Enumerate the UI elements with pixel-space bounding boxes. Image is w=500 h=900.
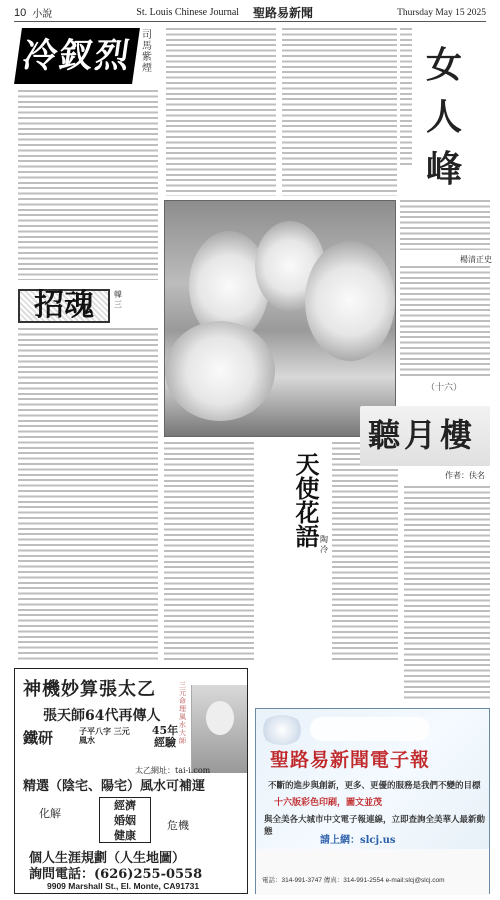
ad-fengshui-line: 精選（陰宅、陽宅）風水可補運 xyxy=(23,779,206,794)
ad-subhead: 張天師64代再傳人 xyxy=(43,708,161,724)
globe-graphic xyxy=(260,715,304,745)
page-header xyxy=(14,4,486,22)
article-3-body-col3 xyxy=(400,266,490,378)
ad-vertical-label: 三元命理風水大師 xyxy=(179,681,186,745)
ad-service-detail: 子平八字 三元風水 xyxy=(79,726,130,745)
article-2-body-col1 xyxy=(18,328,158,662)
master-portrait xyxy=(191,685,247,773)
publication-name: St. Louis Chinese Journal xyxy=(136,7,240,18)
article-4-byline: 作者：伕名 xyxy=(445,471,485,480)
article-3-end-mark: （十六） xyxy=(425,383,462,393)
photo-caption-author: 陶冷 xyxy=(320,535,328,554)
e-newspaper-slogan: 不斷的進步與創新，更多、更優的服務是我們不變的目標 xyxy=(268,781,481,791)
article-4-title-box xyxy=(360,406,490,466)
ad-crisis-economy: 經濟 xyxy=(114,799,136,812)
page-number: 10 xyxy=(14,6,27,19)
e-newspaper-network: 與全美各大城市中文電子報連線，立即查詢全美華人最新動態 xyxy=(264,815,486,837)
ad-resolve-label: 化解 xyxy=(39,807,61,820)
article-1-body-col3 xyxy=(282,28,397,196)
newspaper-name: 聖路易新聞 xyxy=(253,6,314,20)
e-newspaper-feature: 十六版彩色印刷，圖文並茂 xyxy=(274,798,383,808)
article-3-title: 女 人 峰 xyxy=(408,28,480,198)
article-1-title: 冷釵烈女 xyxy=(14,28,140,84)
ad-service-title: 鐵研 xyxy=(23,729,54,747)
article-3-byline: 楊清正史 xyxy=(460,255,492,264)
e-newspaper-contact: 電話：314-991-3747 傳真：314-991-2554 e-mail:slcj@slcj.com xyxy=(262,877,445,884)
ad-crisis-box xyxy=(99,797,151,843)
ad-phone: 詢問電話：(626)255-0558 xyxy=(29,867,203,882)
article-1-byline: 司馬紫煙 xyxy=(142,30,152,74)
ad-crisis-label: 危機 xyxy=(167,819,189,832)
ad-logo-band xyxy=(310,717,430,741)
ad-crisis-health: 健康 xyxy=(114,829,136,842)
e-newspaper-ad xyxy=(255,708,490,894)
photo-calligraphy-caption: 天使花語 xyxy=(291,452,320,548)
article-2-body-col3 xyxy=(332,442,398,662)
e-newspaper-title: 聖路易新聞電子報 xyxy=(270,749,431,771)
ad-address: 9909 Marshall St., El. Monte, CA91731 xyxy=(47,881,200,891)
issue-date: Thursday May 15 2025 xyxy=(397,7,486,18)
article-4-body xyxy=(404,486,490,702)
ad-website: 太乙網址：tai-i.com xyxy=(135,766,211,775)
ad-headline: 神機妙算張太乙 xyxy=(23,679,156,700)
article-4-title: 聽月樓 xyxy=(368,416,477,454)
e-newspaper-footer-band xyxy=(256,849,489,895)
article-3-body-col1 xyxy=(400,28,412,168)
article-2-byline: 韓三 xyxy=(114,290,122,309)
e-newspaper-url[interactable]: 請上網：slcj.us xyxy=(320,835,396,846)
fortune-teller-ad xyxy=(14,668,248,894)
article-3-body-col2 xyxy=(400,200,490,250)
blossom-tree-photo xyxy=(164,200,396,437)
article-2-title: 招魂 xyxy=(18,289,110,323)
ad-crisis-marriage: 婚姻 xyxy=(114,814,136,827)
ad-experience: 45年 經驗 xyxy=(151,724,179,749)
article-2-body-col2 xyxy=(164,442,254,662)
article-1-body-col2 xyxy=(166,28,276,196)
ad-planning-line: 個人生涯規劃（人生地圖） xyxy=(29,851,186,866)
section-name: 小說 xyxy=(32,9,53,20)
article-1-body-col1 xyxy=(18,90,158,280)
